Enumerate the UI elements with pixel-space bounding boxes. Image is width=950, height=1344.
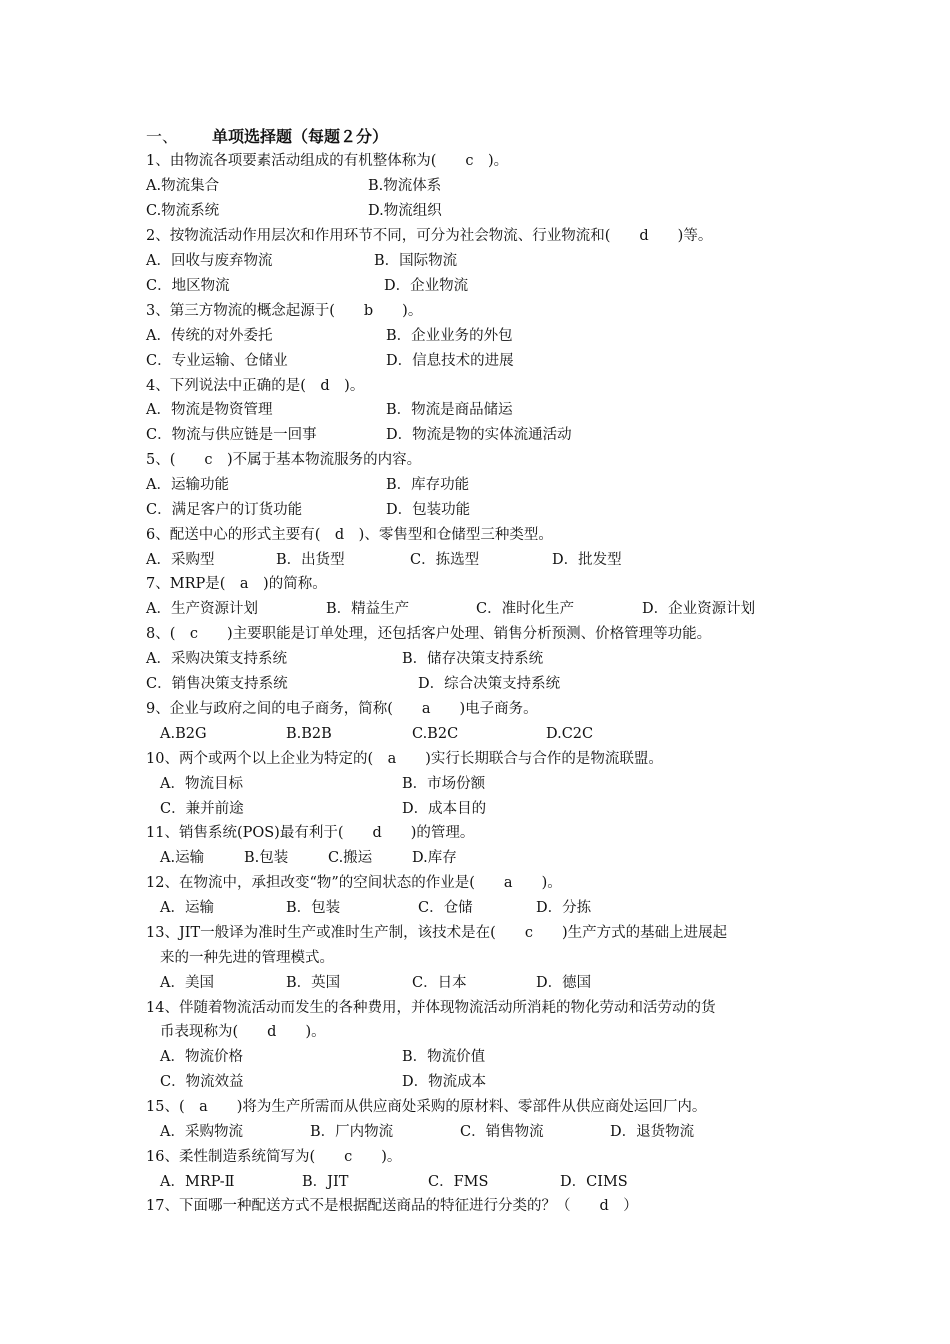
option: D．综合决策支持系统: [418, 676, 561, 692]
question-stem: 7、MRP是( a )的简称。: [146, 576, 327, 592]
option: C．专业运输、仓储业: [146, 353, 288, 369]
question-stem: 3、第三方物流的概念起源于( b )。: [146, 303, 423, 319]
option: B．厂内物流: [310, 1124, 394, 1140]
option: B．物流是商品储运: [386, 402, 513, 418]
question-stem: 10、两个或两个以上企业为特定的( a )实行长期联合与合作的是物流联盟。: [146, 751, 663, 767]
section-title: 单项选择题（每题２分）: [212, 127, 389, 146]
question-stem: 1、由物流各项要素活动组成的有机整体称为( c )。: [146, 153, 509, 169]
option: B．市场份额: [402, 776, 486, 792]
question-stem: 17、下面哪一种配送方式不是根据配送商品的特征进行分类的？（ d ）: [146, 1198, 638, 1214]
option: A.运输: [160, 850, 205, 866]
question-stem-continued: 来的一种先进的管理模式。: [160, 950, 334, 966]
question-stem: 15、( a )将为生产所需而从供应商处采购的原材料、零部件从供应商处运回厂内。: [146, 1099, 707, 1115]
option: D．CIMS: [560, 1174, 628, 1190]
option: C．销售物流: [460, 1124, 544, 1140]
option: C．准时化生产: [476, 601, 575, 617]
option: A．物流价格: [160, 1049, 243, 1065]
option: B.物流体系: [368, 178, 442, 194]
option: C．日本: [412, 975, 467, 991]
option: D.库存: [412, 850, 457, 866]
option: C．地区物流: [146, 278, 230, 294]
option: B．库存功能: [386, 477, 470, 493]
option: D．分拣: [536, 900, 592, 916]
option: C．FMS: [428, 1174, 489, 1190]
option: C．兼并前途: [160, 801, 244, 817]
option: D．物流是物的实体流通活动: [386, 427, 572, 443]
option: A．物流目标: [160, 776, 243, 792]
option: C．销售决策支持系统: [146, 676, 288, 692]
option: C．物流与供应链是一回事: [146, 427, 317, 443]
option: B．储存决策支持系统: [402, 651, 544, 667]
option: B．出货型: [276, 552, 345, 568]
option: D．企业资源计划: [642, 601, 756, 617]
option: D．德国: [536, 975, 592, 991]
option: A．采购型: [146, 552, 215, 568]
option: D.C2C: [546, 726, 594, 742]
option: A．运输: [160, 900, 214, 916]
option: B．企业业务的外包: [386, 328, 513, 344]
option: A．采购决策支持系统: [146, 651, 287, 667]
option: D.物流组织: [368, 203, 442, 219]
question-stem: 4、下列说法中正确的是( d )。: [146, 378, 365, 394]
section-number: 一、: [146, 127, 179, 146]
option: D．物流成本: [402, 1074, 487, 1090]
question-stem: 9、企业与政府之间的电子商务，简称( a )电子商务。: [146, 701, 538, 717]
question-stem: 14、伴随着物流活动而发生的各种费用，并体现物流活动所消耗的物化劳动和活劳动的货: [146, 1000, 716, 1016]
option: A.B2G: [160, 726, 207, 742]
option: B.包装: [244, 850, 289, 866]
option: A．采购物流: [160, 1124, 243, 1140]
question-stem: 8、( c )主要职能是订单处理，还包括客户处理、销售分析预测、价格管理等功能。: [146, 626, 712, 642]
section-heading: [146, 124, 388, 147]
option: A．美国: [160, 975, 214, 991]
question-stem: 13、JIT一般译为准时生产或准时生产制，该技术是在( c )生产方式的基础上进展起: [146, 925, 728, 941]
option: D．信息技术的进展: [386, 353, 514, 369]
option: D．包装功能: [386, 502, 471, 518]
option: C．满足客户的订货功能: [146, 502, 303, 518]
option: B．物流价值: [402, 1049, 486, 1065]
option: A．生产资源计划: [146, 601, 258, 617]
question-stem: 2、按物流活动作用层次和作用环节不同，可分为社会物流、行业物流和( d )等。: [146, 228, 713, 244]
option: C.B2C: [412, 726, 459, 742]
option: D．批发型: [552, 552, 622, 568]
option: D．成本目的: [402, 801, 487, 817]
option: A．传统的对外委托: [146, 328, 273, 344]
option: A．MRP-Ⅱ: [160, 1174, 235, 1190]
option: C．拣选型: [410, 552, 480, 568]
option: C．仓储: [418, 900, 473, 916]
option: A．运输功能: [146, 477, 229, 493]
option: B．精益生产: [326, 601, 410, 617]
question-stem: 12、在物流中，承担改变“物”的空间状态的作业是( a )。: [146, 875, 562, 891]
option: B．包装: [286, 900, 341, 916]
question-stem: 5、( c )不属于基本物流服务的内容。: [146, 452, 422, 468]
question-stem: 6、配送中心的形式主要有( d )、零售型和仓储型三种类型。: [146, 527, 553, 543]
option: C.物流系统: [146, 203, 220, 219]
option: B．国际物流: [374, 253, 458, 269]
option: D．企业物流: [384, 278, 469, 294]
option: C.搬运: [328, 850, 373, 866]
option: A．物流是物资管理: [146, 402, 273, 418]
option-row: [160, 1172, 860, 1292]
question-stem-continued: 币表现称为( d )。: [160, 1024, 326, 1040]
option: A.物流集合: [146, 178, 220, 194]
option: B．英国: [286, 975, 341, 991]
option: D．退货物流: [610, 1124, 695, 1140]
option: B.B2B: [286, 726, 332, 742]
option: A．回收与废弃物流: [146, 253, 273, 269]
question-stem: 11、销售系统(POS)最有利于( d )的管理。: [146, 825, 475, 841]
option: B．JIT: [302, 1174, 349, 1190]
option: C．物流效益: [160, 1074, 244, 1090]
question-stem: 16、柔性制造系统简写为( c )。: [146, 1149, 402, 1165]
